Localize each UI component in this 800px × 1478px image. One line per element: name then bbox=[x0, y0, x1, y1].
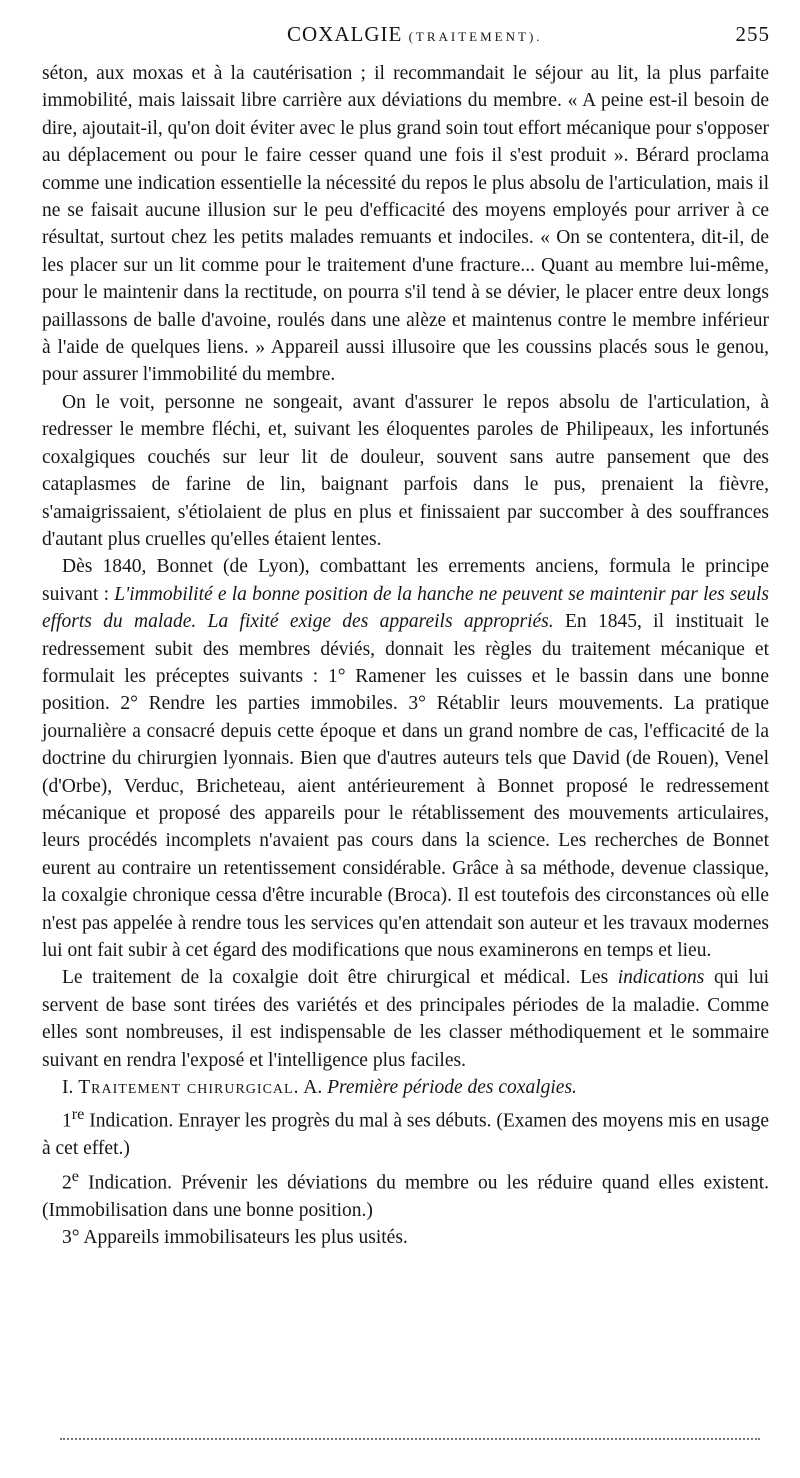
item-2-text: Indication. Prévenir les déviations du membre ou les réduire quand elles existent. (Immobilisation dans une bonne position.) bbox=[42, 1172, 769, 1221]
item-2-num: 2 bbox=[62, 1172, 72, 1194]
list-item bbox=[42, 1224, 769, 1251]
paragraph-4-text-a: Le traitement de la coxalgie doit être chirurgical et médical. Les bbox=[62, 967, 618, 989]
footer-dotted-rule bbox=[60, 1438, 760, 1440]
running-title bbox=[287, 22, 543, 47]
paragraph-continued bbox=[42, 60, 769, 389]
paragraph-4-text-b: qui lui servent de base sont tirées des variétés et des principales périodes de la maladie. Comme elles sont nombreuses, il est indispensable de les classer méthodiquement et le sommaire suivant en rendra l'exposé et l'intelligence plus faciles. bbox=[42, 967, 769, 1071]
paragraph bbox=[42, 553, 769, 964]
item-1-sup: re bbox=[71, 1105, 85, 1124]
paragraph-4-italic: indications bbox=[617, 967, 705, 989]
section-period: Première période des coxalgies. bbox=[327, 1077, 577, 1099]
page-number: 255 bbox=[735, 22, 770, 46]
header-title: COXALGIE bbox=[287, 22, 403, 46]
item-3-text: Appareils immobilisateurs les plus usités. bbox=[79, 1227, 408, 1249]
paragraph bbox=[42, 964, 769, 1074]
section-letter: A. bbox=[299, 1077, 328, 1099]
paragraph-3-italic: L'immobilité e la bonne position de la hanche ne peuvent se maintenir par les seuls efforts du malade. La fixité exige des appareils appropriés. bbox=[42, 583, 769, 633]
item-1-num: 1 bbox=[62, 1110, 72, 1132]
item-2-sup: e bbox=[71, 1166, 79, 1185]
running-header bbox=[42, 22, 770, 52]
section-numeral: I. bbox=[62, 1077, 79, 1099]
section-label: Traitement chirurgical. bbox=[78, 1077, 300, 1099]
header-subtitle: (TRAITEMENT). bbox=[408, 29, 543, 44]
paragraph-3-text-b: En 1845, il instituait le redressement subit des membres déviés, donnait les règles du traitement mécanique et formulait les préceptes suivants : 1° Ramener les cuisses et le bassin dans une bonne position. 2° Rendre les parties immobiles. 3° Rétablir leurs mouvements. La pratique journalière a consacré depuis cette époque et dans un grand nombre de cas, l'efficacité de la doctrine du chirurgien lyonnais. Bien que d'autres auteurs tels que David (de Rouen), Venel (d'Orbe), Verduc, Bricheteau, aient antérieurement à Bonnet proposé le redressement mécanique et proposé des appareils pour le rétablissement des mouvements articulaires, leurs procédés incomplets n'avaient pas cours dans la science. Les recherches de Bonnet eurent au contraire un retentissement considérable. Grâce à sa méthode, devenue classique, la coxalgie chronique cessa d'être incurable (Broca). Il est toutefois des circonstances où elle n'est pas appelée à rendre tous les services qu'en attendait son auteur et les travaux modernes lui ont fait subir à cet égard des modifications que nous examinerons en temps et lieu. bbox=[42, 611, 769, 961]
paragraph-1-text: séton, aux moxas et à la cautérisation ; il recommandait le séjour au lit, la plus parfaite immobilité, mais laissait libre carrière aux déviations du membre. « A peine est-il besoin de dire, ajoutait-il, qu'on doit éviter avec le plus grand soin tout effort mécanique pour s'opposer au déplacement ou pour le faire cesser quand une fois il s'est produit ». Bérard proclama comme une indication essentielle la nécessité du repos le plus absolu de l'articulation, mais il ne se faisait aucune illusion sur le peu d'efficacité des moyens employés pour arriver à ce résultat, surtout chez les petits malades remuants et indociles. « On se contentera, dit-il, de les placer sur un lit comme pour le traitement d'une fracture... Quant au membre lui-même, pour le maintenir dans la rectitude, on pourra s'il tend à se dévier, le placer entre deux longs paillassons de balle d'avoine, roulés dans une alèze et maintenus contre le membre inférieur à l'aide de quelques liens. » Appareil aussi illusoire que les coussins placés sous le genou, pour assurer l'immobilité du membre. bbox=[42, 63, 769, 386]
item-1-text: Indication. Enrayer les progrès du mal à ses débuts. (Examen des moyens mis en usage à cet effet.) bbox=[42, 1110, 769, 1160]
paragraph-3-text-a: Dès 1840, Bonnet (de Lyon), combattant les errements anciens, formula le principe suivant : bbox=[42, 556, 769, 605]
list-item bbox=[42, 1163, 769, 1224]
section-heading bbox=[42, 1074, 769, 1101]
paragraph bbox=[42, 389, 769, 553]
paragraph-2-text: On le voit, personne ne songeait, avant d'assurer le repos absolu de l'articulation, à redresser le membre fléchi, et, suivant les éloquentes paroles de Philipeaux, les infortunés coxalgiques couchés sur leur lit de douleur, souvent sans autre pansement que des cataplasmes de farine de lin, baignant parfois dans le pus, prenaient la fièvre, s'amaigrissaient, s'étiolaient de plus en plus et finissaient par succomber à des souffrances d'autant plus cruelles qu'elles étaient lentes. bbox=[42, 391, 769, 550]
item-3-num: 3° bbox=[62, 1227, 80, 1249]
text-body bbox=[42, 60, 769, 1251]
list-item bbox=[42, 1101, 769, 1162]
